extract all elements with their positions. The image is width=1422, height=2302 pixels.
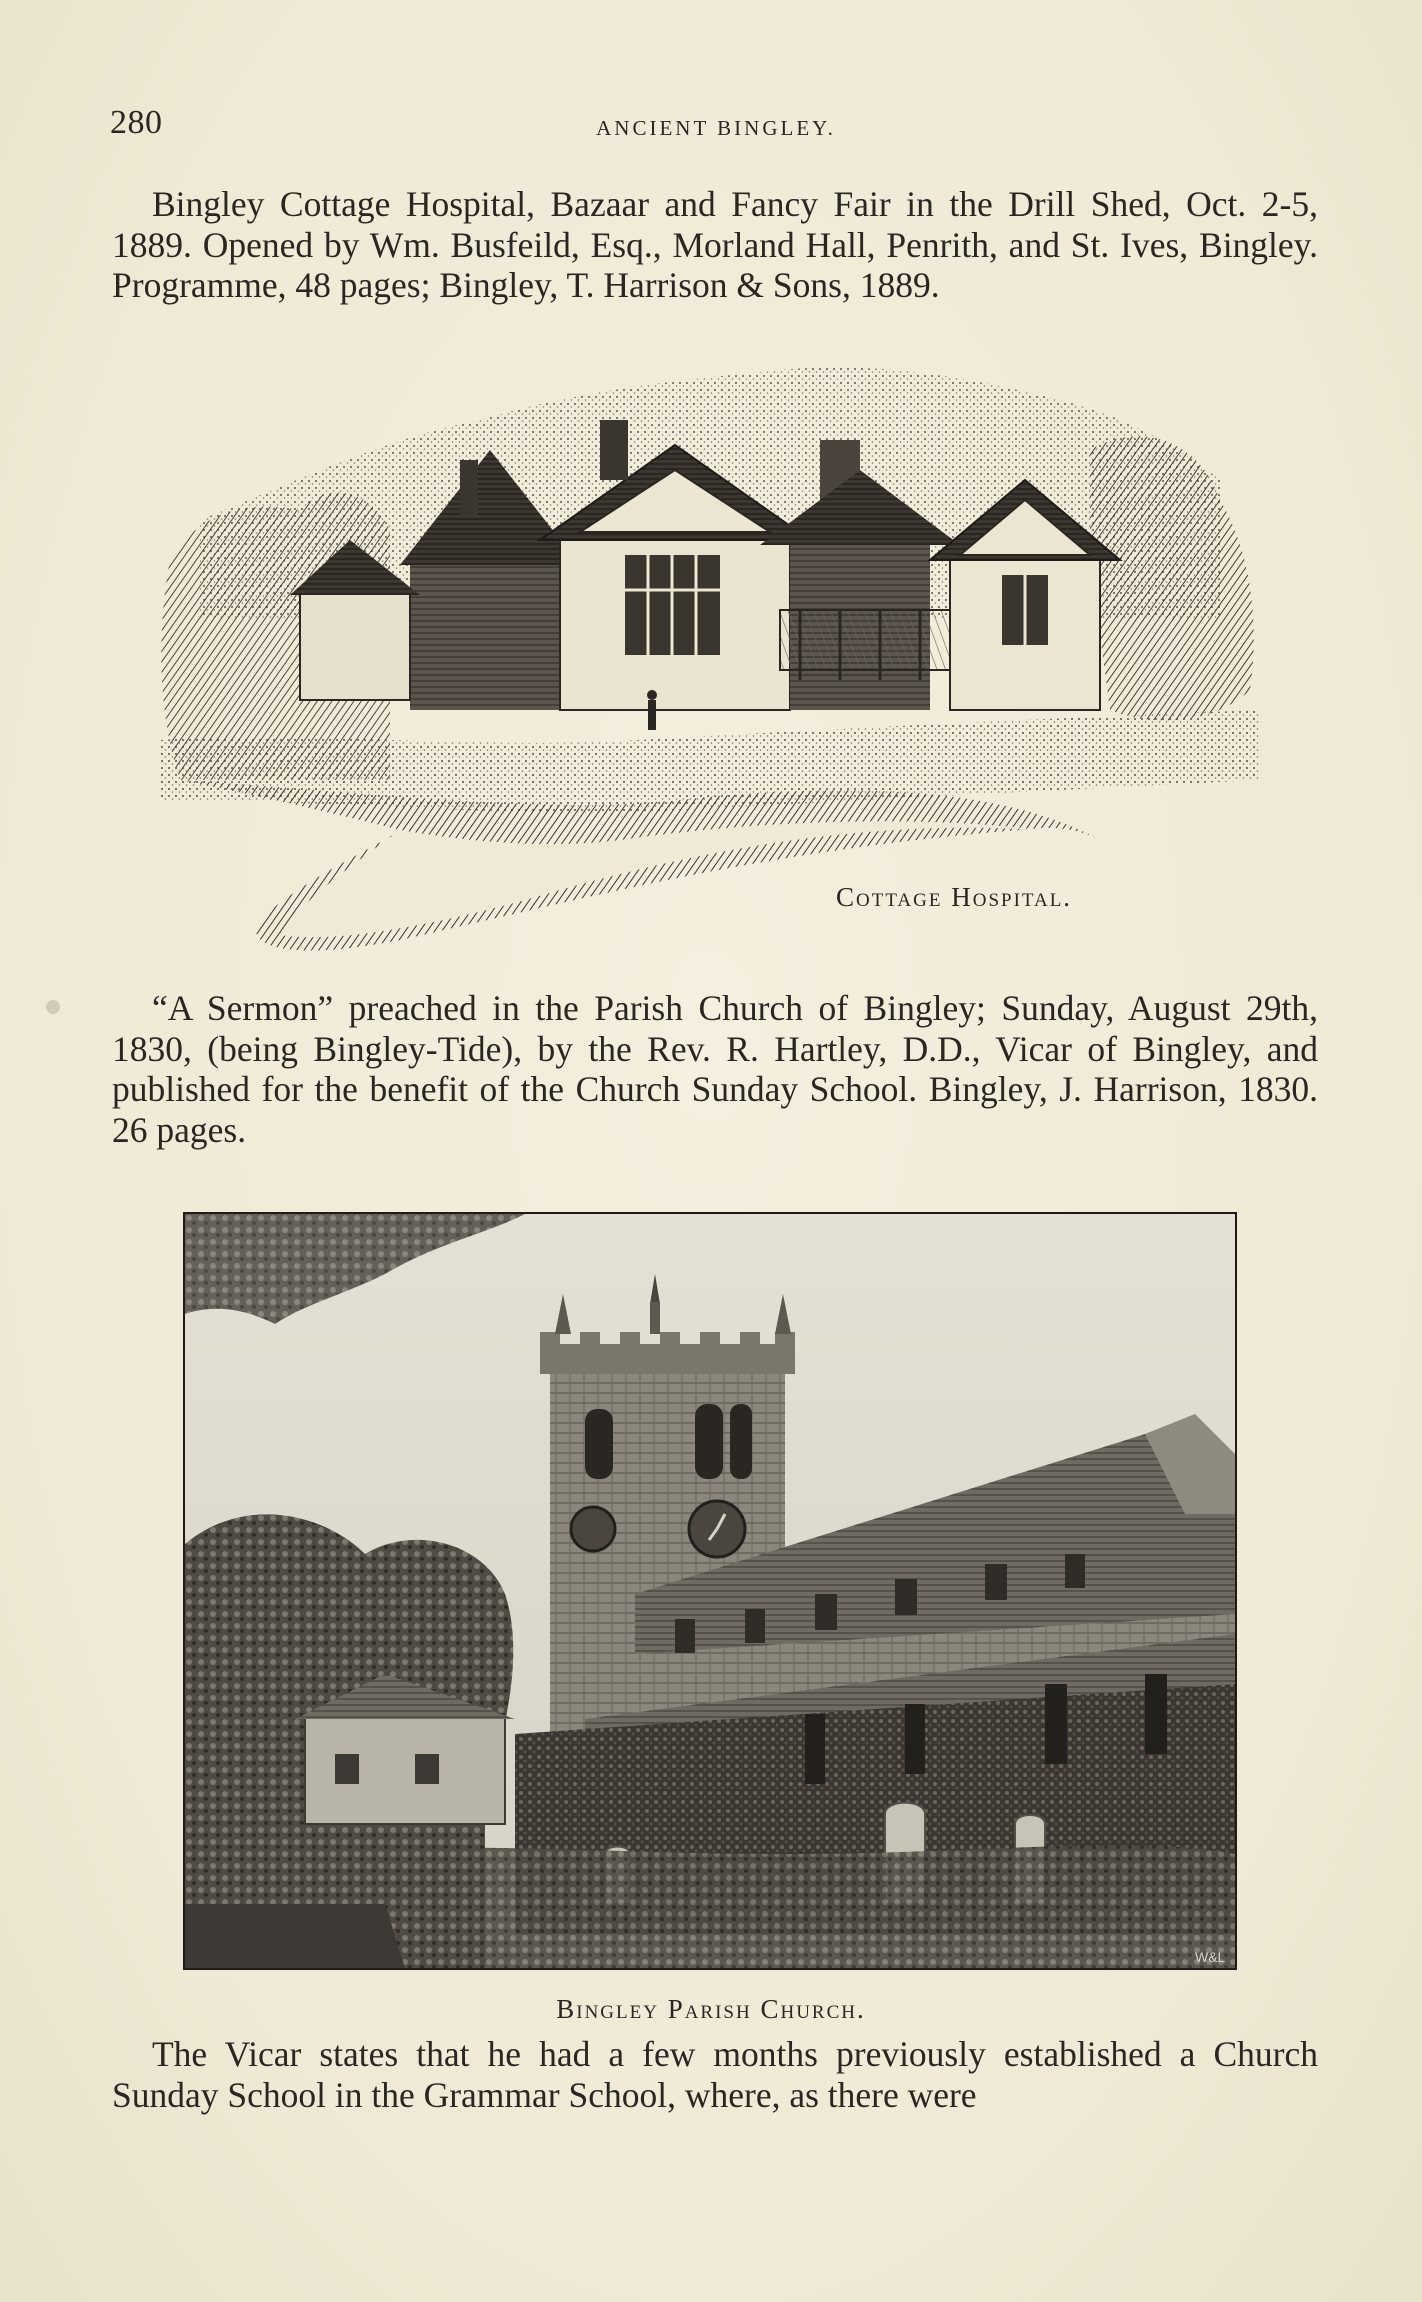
engraver-mark: W&L xyxy=(1195,1949,1226,1965)
parish-church-photograph xyxy=(183,1212,1237,1970)
cottage-hospital-engraving xyxy=(160,360,1270,960)
cottage-hospital-caption: Cottage Hospital. xyxy=(836,882,1073,912)
paragraph-sermon: “A Sermon” preached in the Parish Church of Bingley; Sunday, August 29th, 1830, (being Bingley-Tide), by the Rev. R. Hartley, D.D., Vicar of Bingley, and published for the benefit of the Church Sunday School. Bingley, J. Harrison, 1830. 26 pages. xyxy=(112,988,1318,1150)
paragraph-vicar-sunday-school: The Vicar states that he had a few months previously established a Church Sunday School in the Grammar School, where, as there were xyxy=(112,2034,1318,2115)
parish-church-caption: Bingley Parish Church. xyxy=(556,1994,866,2024)
running-head: ANCIENT BINGLEY. xyxy=(596,116,836,140)
parish-church-halftone xyxy=(185,1214,1235,1968)
page-header xyxy=(110,104,1322,144)
paper-stain xyxy=(46,1000,60,1014)
paragraph-cottage-hospital-bazaar: Bingley Cottage Hospital, Bazaar and Fancy Fair in the Drill Shed, Oct. 2-5, 1889. Opened by Wm. Busfeild, Esq., Morland Hall, Penrith, and St. Ives, Bingley. Programme, 48 pages; Bingley, T. Harrison & Sons, 1889. xyxy=(112,184,1318,305)
page-number: 280 xyxy=(110,104,163,141)
